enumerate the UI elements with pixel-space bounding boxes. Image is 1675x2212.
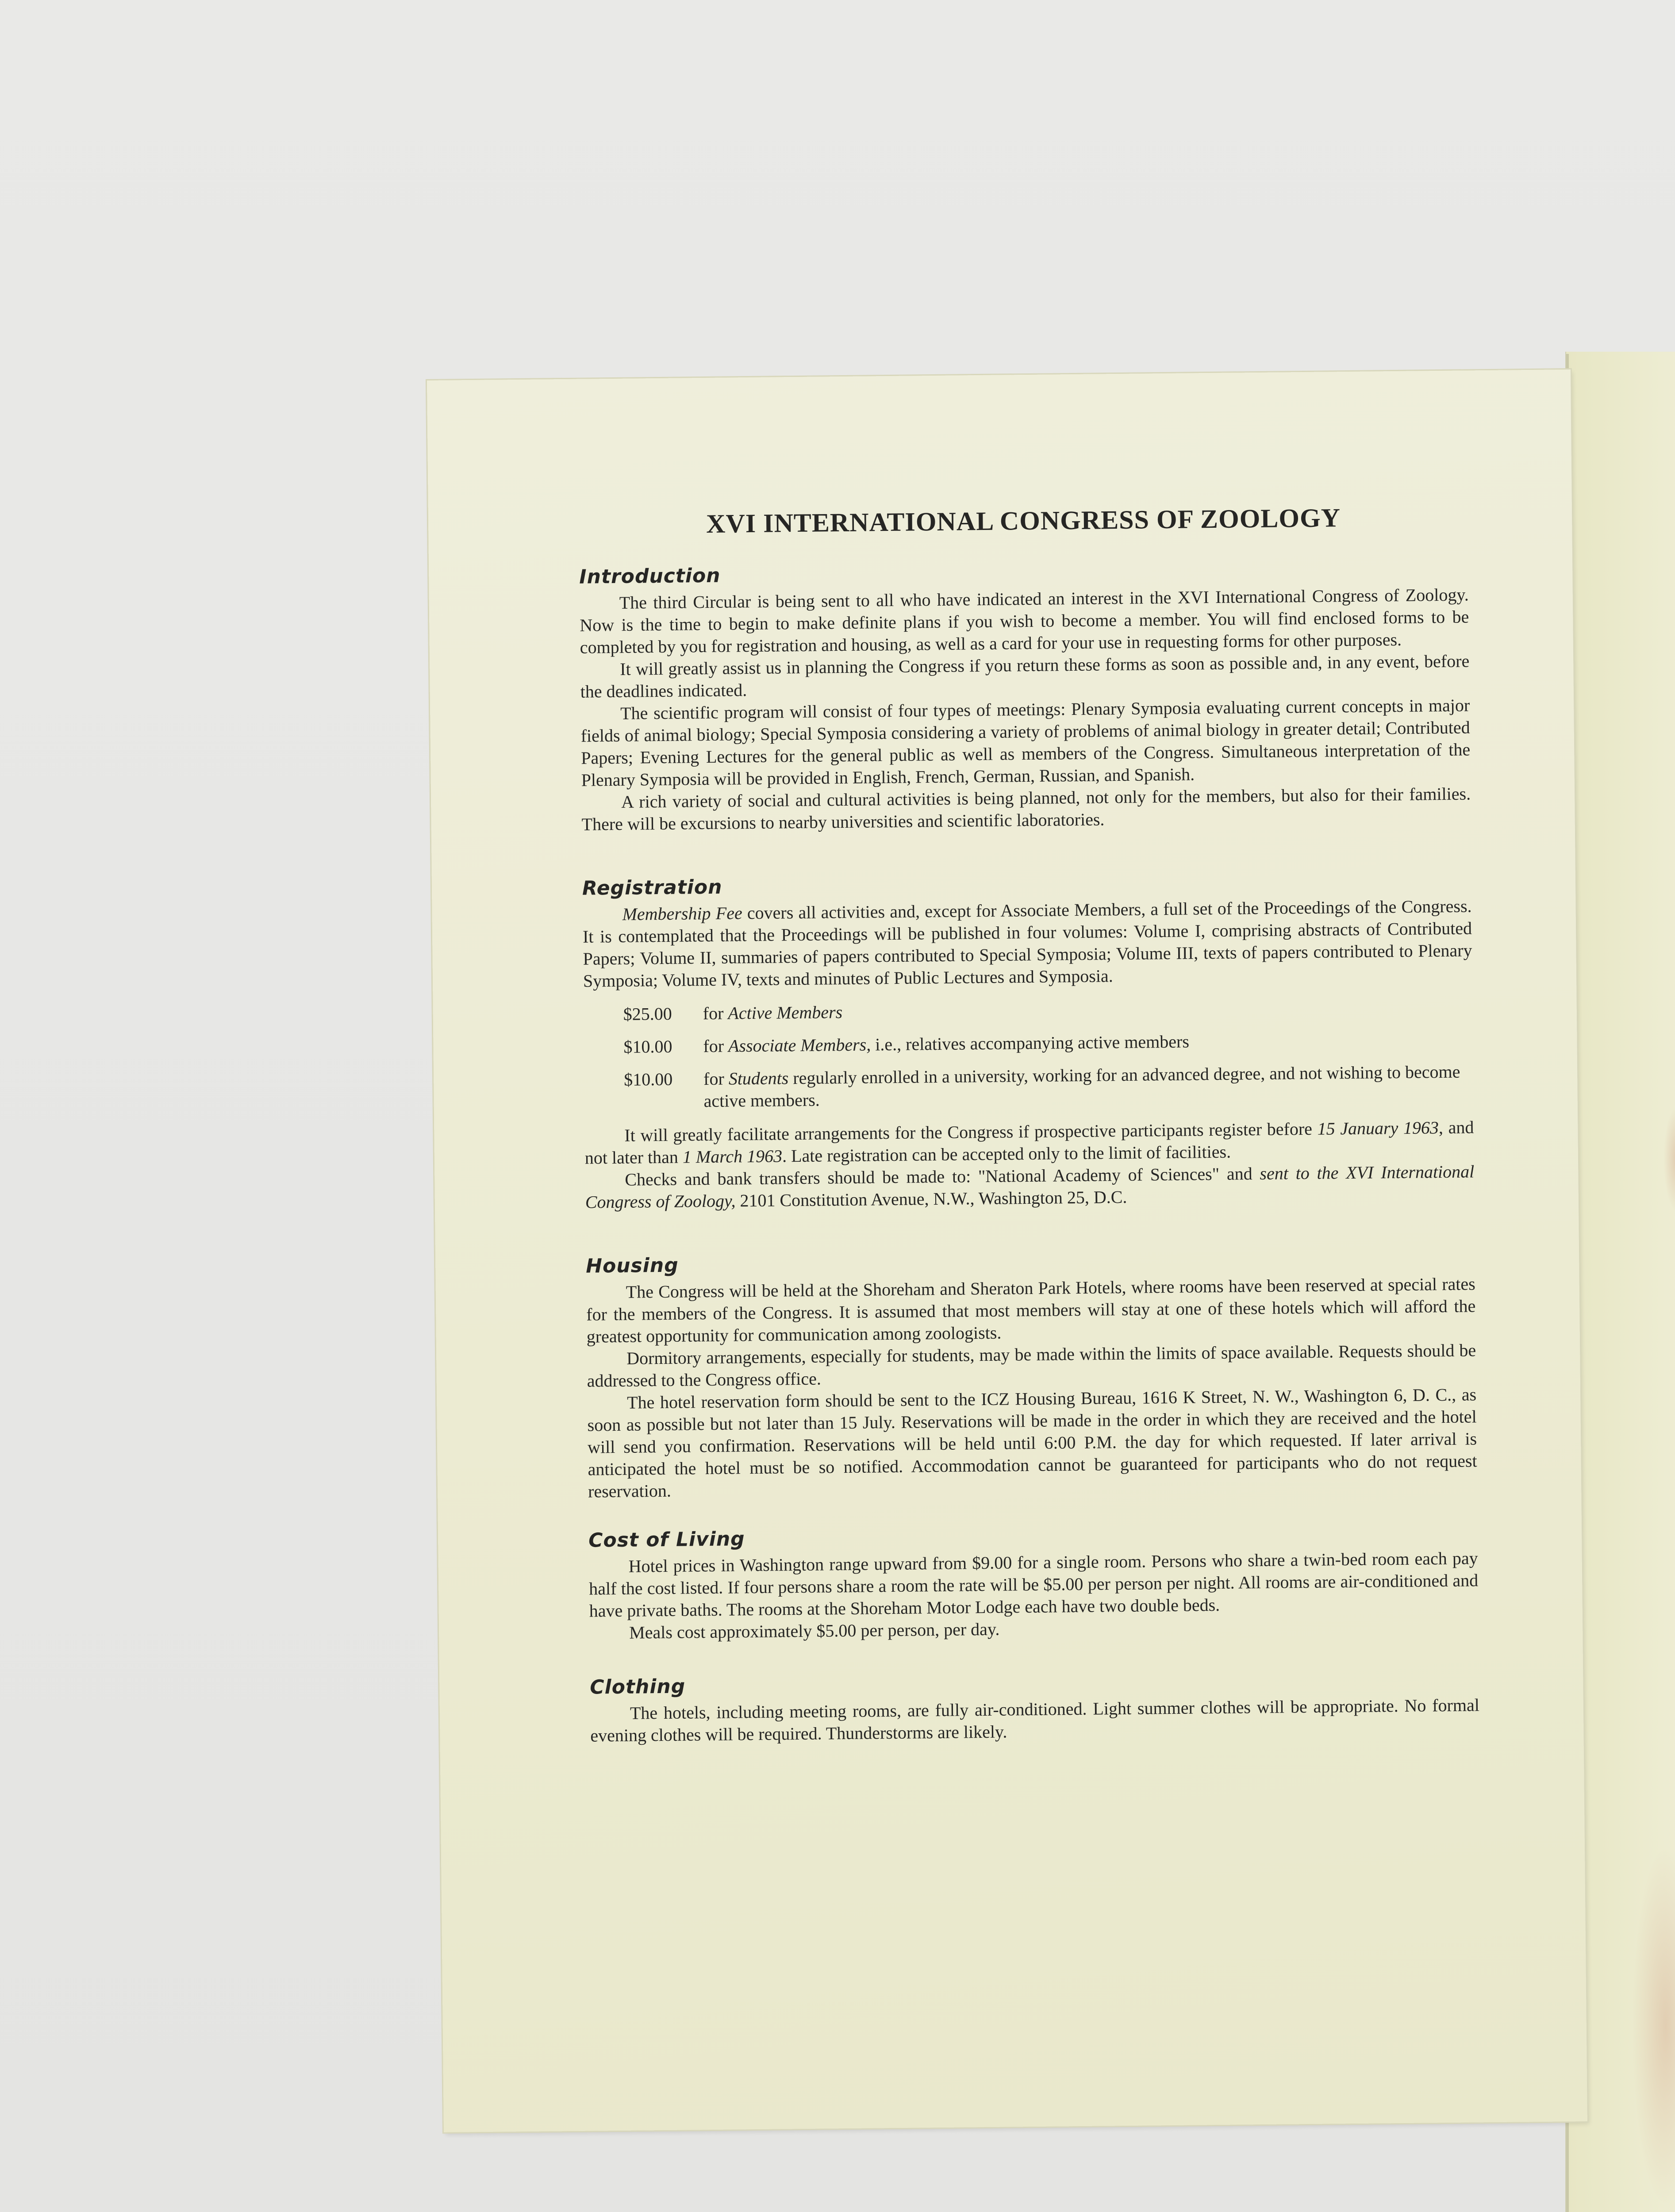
paragraph: The Congress will be held at the Shoreham and Sheraton Park Hotels, where rooms have been reserved at special rates for the members of the Congress. It is assumed that most members will stay at one of these hotels which will afford the greatest opportunity for communication among zoologists. — [586, 1274, 1476, 1347]
deadline-date: 15 January 1963 — [1317, 1118, 1439, 1139]
fee-amount: $10.00 — [623, 1069, 673, 1090]
section-heading: Registration — [582, 876, 722, 900]
section-cost-of-living — [588, 1520, 1479, 1644]
section-heading: Introduction — [579, 564, 721, 588]
fee-suffix: i.e., relatives accompanying active members — [871, 1031, 1190, 1055]
fee-prefix: for — [703, 1068, 729, 1089]
fee-row — [624, 1060, 1474, 1113]
paragraph-text: Checks and bank transfers should be made to: "National Academy of Sciences" and — [625, 1164, 1260, 1190]
paragraph: The third Circular is being sent to all who have indicated an interest in the XVI International Congress of Zoology. Now is the time to begin to make definite plans if you wish to become a member. You will find enclosed forms to be completed by you for registration and housing, as well as a card for your use in requesting forms for other purposes. — [580, 584, 1469, 657]
paragraph-text: It will greatly facilitate arrangements for the Congress if prospective participants register before — [624, 1118, 1318, 1145]
fee-amount: $25.00 — [623, 1003, 672, 1024]
section-heading: Cost of Living — [588, 1528, 745, 1552]
deadline-date: 1 March 1963 — [682, 1146, 783, 1167]
paragraph: Hotel prices in Washington range upward from $9.00 for a single room. Persons who share a twin-bed room each pay half the cost listed. If four persons share a room the rate will be $5.00 per person per night. All rooms are air-conditioned and have private baths. The rooms at the Shoreham Motor Lodge each have two double beds. — [589, 1548, 1479, 1621]
section-housing — [586, 1245, 1477, 1502]
fee-category: Active Members — [728, 1002, 843, 1023]
paragraph-text: , and not later than — [584, 1117, 1474, 1168]
paragraph: Meals cost approximately $5.00 per person, per day. — [629, 1619, 1000, 1643]
fee-list — [584, 995, 1474, 1113]
membership-fee-term: Membership Fee — [622, 903, 742, 924]
fee-row — [623, 995, 1473, 1025]
fee-prefix: for — [703, 1003, 728, 1024]
paragraph-text: covers all activities and, except for Associate Members, a full set of the Proceedings of the Congress. It is contemplated that the Proceedings will be published in four volumes: Volume I, comprising abstracts of Contributed Papers; Volume II, summaries of papers contributed to Special Symposia; Volume III, texts of papers contributed to Plenary Symposia; Volume IV, texts and minutes of Public Lectures and Symposia. — [582, 896, 1472, 991]
document-title: XVI INTERNATIONAL CONGRESS OF ZOOLOGY — [706, 503, 1341, 538]
paragraph — [582, 895, 1472, 992]
payee-address: sent to the XVI International Congress of Zoology, — [585, 1161, 1475, 1212]
paragraph — [585, 1160, 1475, 1213]
paragraph: It will greatly assist us in planning the Congress if you return these forms as soon as possible and, in any event, before the deadlines indicated. — [580, 651, 1470, 702]
section-heading: Clothing — [590, 1675, 686, 1699]
paragraph-text: 2101 Constitution Avenue, N.W., Washington 25, D.C. — [735, 1187, 1127, 1211]
section-registration — [582, 868, 1475, 1213]
paragraph: The hotels, including meeting rooms, are fully air-conditioned. Light summer clothes will be appropriate. No formal evening clothes will be required. Thunderstorms are likely. — [590, 1695, 1480, 1746]
fee-category: Students — [728, 1068, 789, 1089]
fee-row — [623, 1028, 1473, 1058]
paragraph: Dormitory arrangements, especially for students, may be made within the limits of space available. Requests should be addressed to the Congress office. — [587, 1340, 1476, 1391]
section-clothing — [590, 1667, 1479, 1747]
paragraph: The hotel reservation form should be sent to the ICZ Housing Bureau, 1616 K Street, N. W., Washington 6, D. C., as soon as possible but not later than 15 July. Reservations will be made in the order in which they are received and the hotel will send you confirmation. Reservations will be held until 6:00 P.M. the day for which requested. If later arrival is anticipated the hotel must be so notified. Accommodation cannot be guaranteed for participants who do not request reservation. — [587, 1384, 1477, 1502]
page-content — [579, 499, 1480, 1747]
paragraph — [584, 1116, 1474, 1169]
fee-description — [703, 995, 1473, 1025]
fee-category: Associate Members, — [728, 1034, 871, 1056]
fee-description — [703, 1028, 1473, 1057]
section-heading: Housing — [585, 1254, 679, 1278]
fee-amount: $10.00 — [623, 1036, 672, 1057]
paragraph: The scientific program will consist of four types of meetings: Plenary Symposia evaluating current concepts in major fields of animal biology; Special Symposia considering a variety of problems of animal biology in greater detail; Contributed Papers; Evening Lectures for the general public as well as members of the Congress. Simultaneous interpretation of the Plenary Symposia will be provided in English, French, German, Russian, and Spanish. — [580, 695, 1471, 790]
fee-suffix: regularly enrolled in a university, working for an advanced degree, and not wishing to become active members. — [703, 1061, 1460, 1111]
fee-prefix: for — [703, 1036, 729, 1056]
document-page — [427, 369, 1587, 2132]
fee-description — [703, 1060, 1474, 1112]
paragraph-text: . Late registration can be accepted only to the limit of facilities. — [782, 1141, 1231, 1166]
section-introduction — [579, 556, 1471, 835]
paragraph: A rich variety of social and cultural activities is being planned, not only for the members, but also for their families. There will be excursions to nearby universities and scientific laboratories. — [581, 783, 1471, 834]
